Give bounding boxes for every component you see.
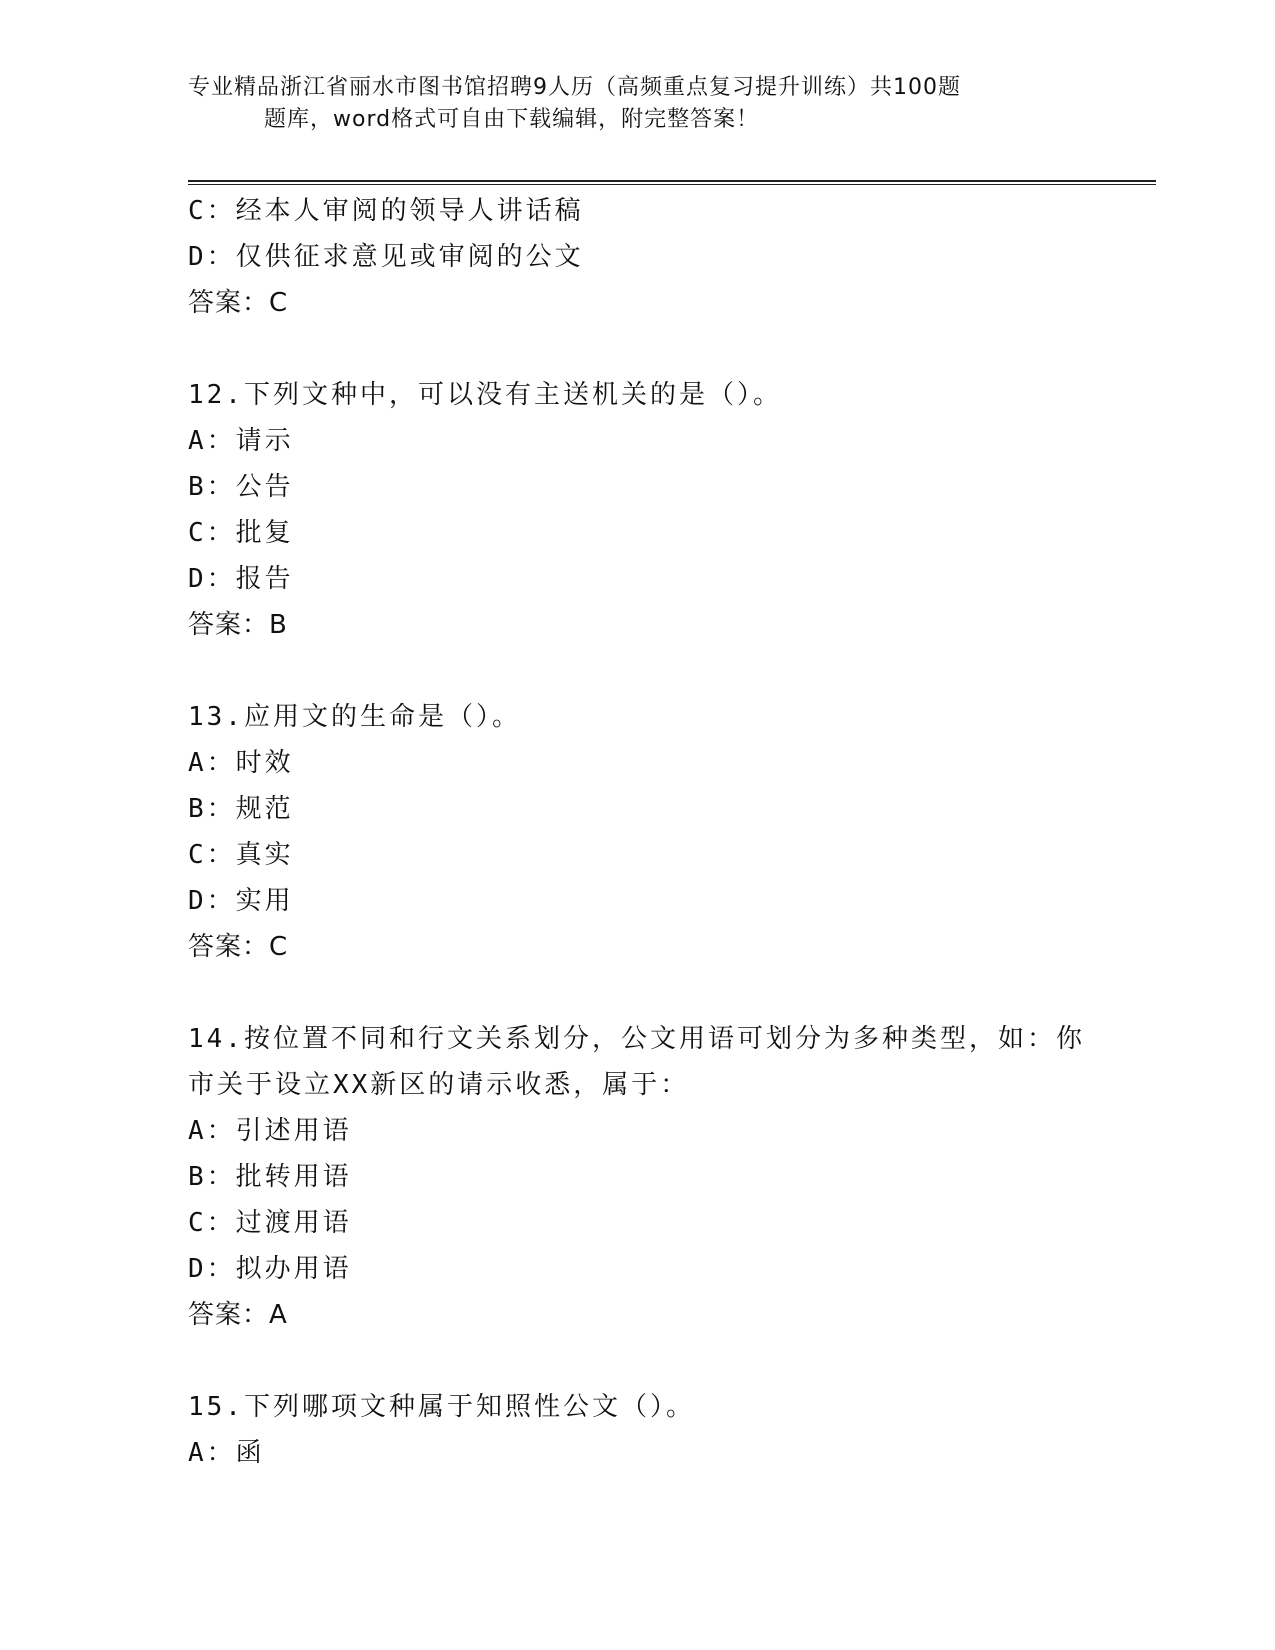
option-a: A：请示 <box>188 426 294 456</box>
header-title-line-1: 专业精品浙江省丽水市图书馆招聘9人历（高频重点复习提升训练）共100题 <box>188 75 961 100</box>
option-d: D：仅供征求意见或审阅的公文 <box>188 242 584 272</box>
option-a: A：时效 <box>188 748 294 778</box>
option-b: B：规范 <box>188 794 294 824</box>
spacer <box>188 648 1088 694</box>
question-stem-line-2: 市关于设立XX新区的请示收悉，属于： <box>188 1070 690 1100</box>
answer: 答案：A <box>188 1300 288 1330</box>
header-divider-thick <box>188 180 1156 182</box>
question-stem: 15.下列哪项文种属于知照性公文（）。 <box>188 1392 695 1422</box>
header-divider-thin <box>188 184 1156 185</box>
question-stem-line-1: 14.按位置不同和行文关系划分，公文用语可划分为多种类型，如：你 <box>188 1024 1085 1054</box>
option-b: B：公告 <box>188 472 294 502</box>
document-header <box>188 72 1088 136</box>
option-b: B：批转用语 <box>188 1162 352 1192</box>
question-stem: 12.下列文种中，可以没有主送机关的是（）。 <box>188 380 782 410</box>
option-d: D：拟办用语 <box>188 1254 352 1284</box>
option-c: C：过渡用语 <box>188 1208 352 1238</box>
option-c: C：批复 <box>188 518 294 548</box>
option-d: D：报告 <box>188 564 294 594</box>
option-a: A：函 <box>188 1438 265 1468</box>
option-c: C：真实 <box>188 840 294 870</box>
question-stem: 13.应用文的生命是（）。 <box>188 702 521 732</box>
answer: 答案：C <box>188 932 289 962</box>
spacer <box>188 326 1088 372</box>
option-a: A：引述用语 <box>188 1116 352 1146</box>
option-c: C：经本人审阅的领导人讲话稿 <box>188 196 584 226</box>
spacer <box>188 1338 1088 1384</box>
spacer <box>188 970 1088 1016</box>
header-title-line-2: 题库，word格式可自由下载编辑，附完整答案！ <box>264 107 760 132</box>
answer: 答案：C <box>188 288 289 318</box>
answer: 答案：B <box>188 610 288 640</box>
question-content <box>188 188 1088 1476</box>
option-d: D：实用 <box>188 886 294 916</box>
